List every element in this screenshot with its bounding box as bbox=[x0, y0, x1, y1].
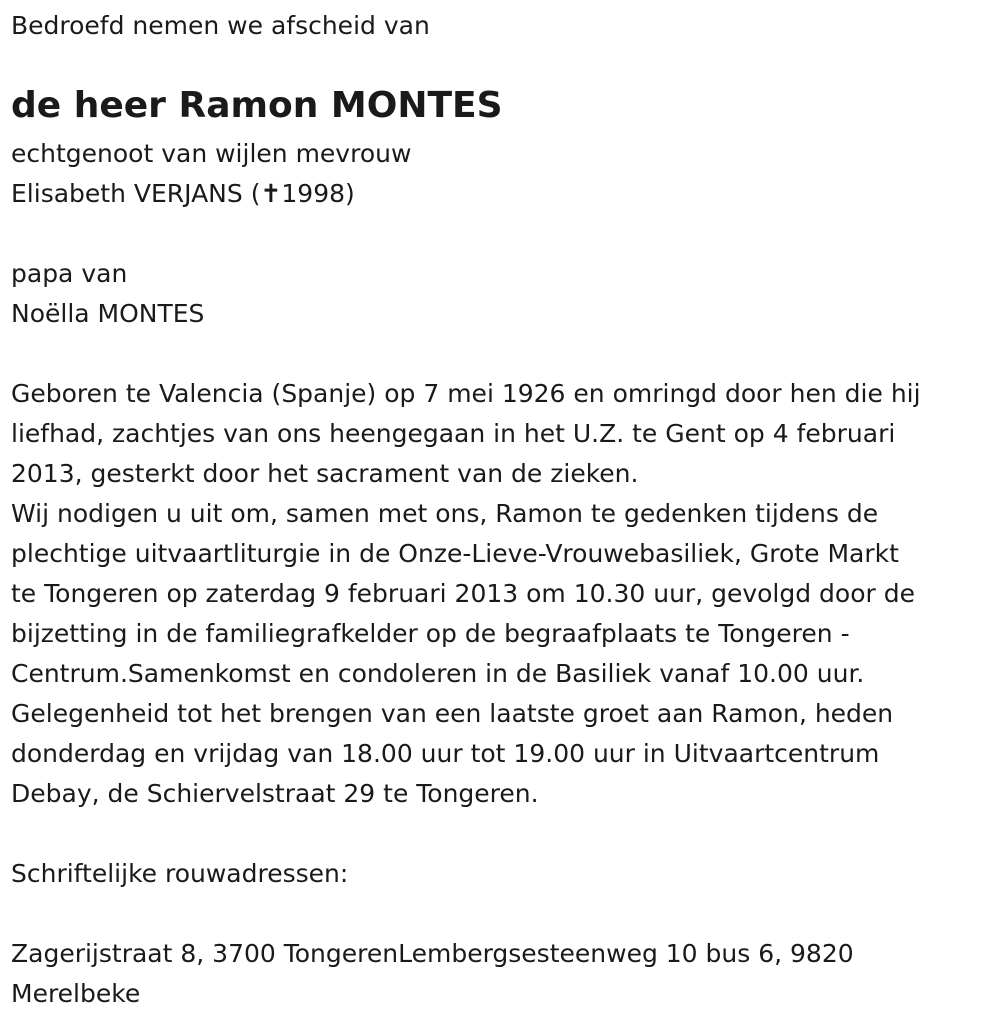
deceased-name: de heer Ramon MONTES bbox=[11, 85, 503, 126]
child-relation: papa van bbox=[11, 259, 128, 288]
spouse-relation: echtgenoot van wijlen mevrouw bbox=[11, 139, 412, 168]
body-line: bijzetting in de familiegrafkelder op de begraafplaats te Tongeren - bbox=[11, 619, 850, 648]
body-line: 2013, gesterkt door het sacrament van de zieken. bbox=[11, 459, 639, 488]
body-line: te Tongeren op zaterdag 9 februari 2013 om 10.30 uur, gevolgd door de bbox=[11, 579, 915, 608]
body-line: liefhad, zachtjes van ons heengegaan in het U.Z. te Gent op 4 februari bbox=[11, 419, 896, 448]
child-block bbox=[11, 254, 204, 334]
address-line: Zagerijstraat 8, 3700 TongerenLembergsesteenweg 10 bus 6, 9820 bbox=[11, 939, 854, 968]
announcement-body bbox=[11, 374, 986, 814]
body-line: Centrum.Samenkomst en condoleren in de Basiliek vanaf 10.00 uur. bbox=[11, 659, 865, 688]
child-name: Noëlla MONTES bbox=[11, 299, 205, 328]
spouse-name: Elisabeth VERJANS (✝1998) bbox=[11, 179, 355, 208]
body-line: plechtige uitvaartliturgie in de Onze-Lieve-Vrouwebasiliek, Grote Markt bbox=[11, 539, 899, 568]
body-line: Wij nodigen u uit om, samen met ons, Ramon te gedenken tijdens de bbox=[11, 499, 879, 528]
body-line: Geboren te Valencia (Spanje) op 7 mei 1926 en omringd door hen die hij bbox=[11, 379, 921, 408]
body-line: donderdag en vrijdag van 18.00 uur tot 19.00 uur in Uitvaartcentrum bbox=[11, 739, 880, 768]
address-block bbox=[11, 934, 854, 1014]
body-line: Debay, de Schiervelstraat 29 te Tongeren. bbox=[11, 779, 539, 808]
address-line: Merelbeke bbox=[11, 979, 141, 1008]
body-line: Gelegenheid tot het brengen van een laatste groet aan Ramon, heden bbox=[11, 699, 894, 728]
intro-text: Bedroefd nemen we afscheid van bbox=[11, 11, 430, 40]
address-label: Schriftelijke rouwadressen: bbox=[11, 859, 349, 888]
spouse-block bbox=[11, 134, 411, 214]
